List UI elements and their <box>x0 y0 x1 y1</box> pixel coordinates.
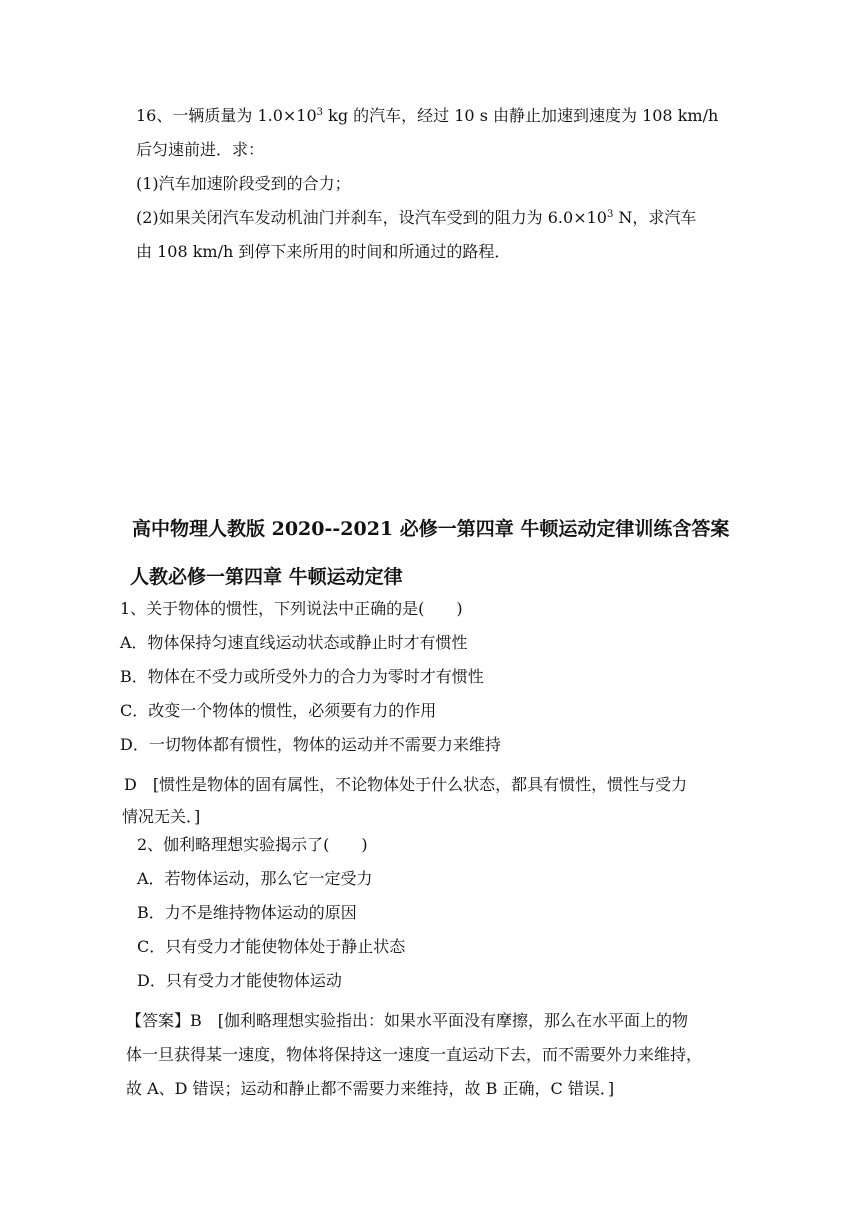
q2-option-c: C．只有受力才能使物体处于静止状态 <box>137 937 406 956</box>
q2-answer-line2: 体一旦获得某一速度，物体将保持这一速度一直运动下去，而不需要外力来维持， <box>126 1045 703 1064</box>
problem16-line1: 16、一辆质量为 $1.0\times 10^3$ kg 的汽车，经过 10 s 由静止加速到速度为 108 km/h <box>136 106 719 125</box>
q2-answer-line1: 【答案】B [伽利略理想实验指出：如果水平面没有摩擦，那么在水平面上的物 <box>126 1011 689 1030</box>
q1-option-b: B．物体在不受力或所受外力的合力为零时才有惯性 <box>120 667 484 686</box>
q1-option-d: D．一切物体都有惯性，物体的运动并不需要力来维持 <box>120 735 501 754</box>
problem16-line5: 由 108 km/h 到停下来所用的时间和所通过的路程． <box>136 242 511 261</box>
q2-option-a: A．若物体运动，那么它一定受力 <box>137 869 373 888</box>
problem16-line3: (1)汽车加速阶段受到的合力； <box>136 174 351 193</box>
q1-answer-line2: 情况无关．] <box>122 807 201 826</box>
problem16-line4: (2)如果关闭汽车发动机油门并刹车，设汽车受到的阻力为 $6.0\times 10^3$ N，求汽车 <box>136 208 697 227</box>
q1-option-a: A．物体保持匀速直线运动状态或静止时才有惯性 <box>120 633 468 652</box>
q1-option-c: C．改变一个物体的惯性，必须要有力的作用 <box>120 701 437 720</box>
q2-answer-tag: 【答案】 <box>126 1011 191 1030</box>
page-subtitle: 人教必修一第四章 牛顿运动定律 <box>130 566 403 588</box>
q2-answer-line3: 故 A、D 错误；运动和静止都不需要力来维持，故 B 正确，C 错误．] <box>126 1079 615 1098</box>
q1-answer-line1: D [惯性是物体的固有属性，不论物体处于什么状态，都具有惯性，惯性与受力 <box>124 775 688 794</box>
q2-option-b: B．力不是维持物体运动的原因 <box>137 903 357 922</box>
page-title: 高中物理人教版 2020--2021 必修一第四章 牛顿运动定律训练含答案 <box>132 518 730 540</box>
problem16-line2: 后匀速前进．求： <box>136 140 265 159</box>
q2-option-d: D．只有受力才能使物体运动 <box>137 971 342 990</box>
q1-stem: 1、关于物体的惯性，下列说法中正确的是( ) <box>120 599 463 618</box>
q2-stem: 2、伽利略理想实验揭示了( ) <box>137 835 368 854</box>
